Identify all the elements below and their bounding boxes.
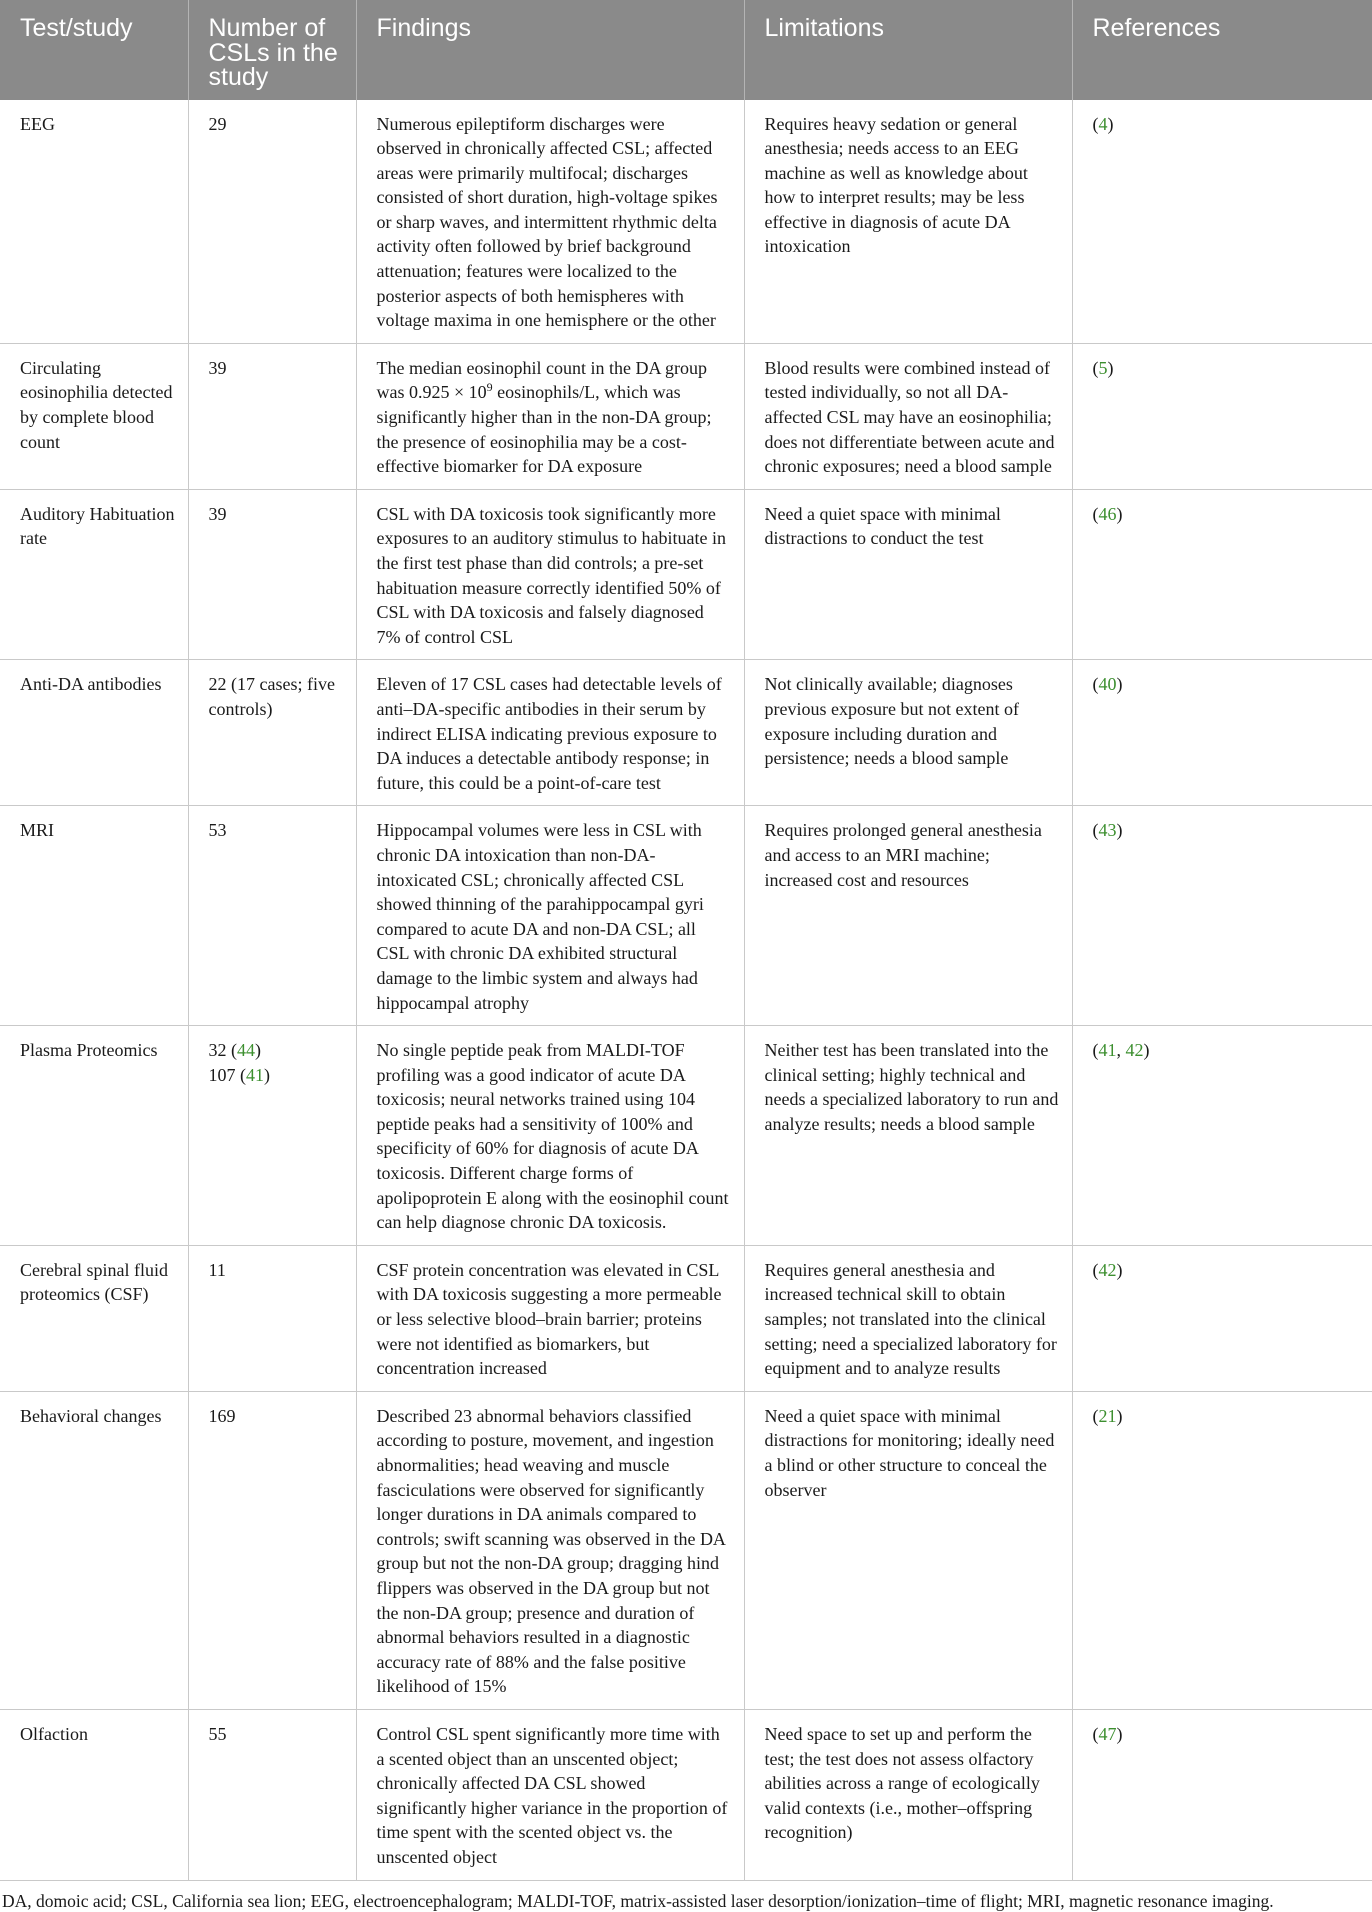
cell-limitations: Requires general anesthesia and increased technical skill to obtain samples; not translated into the clinical setting; need a specialized laboratory for equipment and to analyze results (744, 1245, 1072, 1391)
cell-test: Anti-DA antibodies (0, 660, 188, 806)
table-row (0, 1709, 1372, 1880)
cell-test: Auditory Habituation rate (0, 489, 188, 660)
findings-text: No single peptide peak from MALDI-TOF profiling was a good indicator of acute DA toxicosis; neural networks trained using 104 peptide peaks had a sensitivity of 100% and specificity of 60% for diagnosis of acute DA toxicosis. Different charge forms of apolipoprotein E along with the eosinophil count can help diagnose chronic DA toxicosis. (376, 1040, 729, 1233)
findings-text: CSF protein concentration was elevated in CSL with DA toxicosis suggesting a more permeable or less selective blood–brain barrier; proteins were not identified as biomarkers, but concentration increased (376, 1259, 722, 1379)
number-text: 32 ( (208, 1040, 237, 1061)
reference-link[interactable]: 4 (1098, 113, 1108, 134)
cell-limitations: Not clinically available; diagnoses previous exposure but not extent of exposure including duration and persistence; needs a blood sample (744, 660, 1072, 806)
cell-references (1072, 806, 1372, 1026)
cell-findings (356, 1709, 744, 1880)
number-text: 39 (208, 357, 227, 378)
number-line (209, 1063, 344, 1088)
table-body (0, 100, 1372, 1881)
ref-paren: ) (1107, 357, 1114, 378)
findings-text: Numerous epileptiform discharges were observed in chronically affected CSL; affected areas were primarily multifocal; discharges consisted of short duration, high-voltage spikes or sharp waves, and intermittent rhythmic delta activity often followed by brief background attenuation; features were localized to the posterior aspects of both hemispheres with voltage maxima in one hemisphere or the other (376, 113, 718, 331)
number-text: ) (264, 1064, 270, 1085)
reference-link[interactable]: 40 (1098, 674, 1117, 695)
cell-test: MRI (0, 806, 188, 1026)
cell-references (1072, 1391, 1372, 1709)
findings-text: Eleven of 17 CSL cases had detectable levels of anti–DA-specific antibodies in their serum by indirect ELISA indicating previous exposure to DA induces a detectable antibody response; in future, this could be a point-of-care test (376, 674, 722, 793)
cell-test: Olfaction (0, 1709, 188, 1880)
cell-number (188, 100, 356, 344)
ref-paren: ( (1092, 820, 1099, 841)
number-text: 107 ( (208, 1064, 246, 1085)
header-limitations: Limitations (744, 0, 1072, 100)
cell-limitations: Requires heavy sedation or general anesthesia; needs access to an EEG machine as well as knowledge about how to interpret results; may be less effective in diagnosis of acute DA intoxication (744, 100, 1072, 344)
table-row (0, 806, 1372, 1026)
cell-limitations: Need space to set up and perform the test; the test does not assess olfactory abilities across a range of ecologically valid contexts (i.e., mother–offspring recognition) (744, 1709, 1072, 1880)
number-text: 29 (208, 113, 227, 134)
cell-findings (356, 343, 744, 489)
cell-references (1072, 660, 1372, 806)
ref-paren: ) (1116, 674, 1123, 695)
ref-paren: ) (1143, 1040, 1150, 1061)
cell-findings (356, 100, 744, 344)
cell-number (188, 1709, 356, 1880)
ref-separator: , (1116, 1040, 1126, 1061)
cell-number (188, 489, 356, 660)
cell-references (1072, 343, 1372, 489)
cell-test: Circulating eosinophilia detected by complete blood count (0, 343, 188, 489)
number-text: ) (255, 1040, 261, 1061)
table-row (0, 343, 1372, 489)
table-row (0, 1245, 1372, 1391)
table-row (0, 489, 1372, 660)
ref-paren: ( (1092, 674, 1099, 695)
ref-paren: ( (1092, 1723, 1099, 1744)
findings-text: Hippocampal volumes were less in CSL with chronic DA intoxication than non-DA-intoxicated CSL; chronically affected CSL showed thinning of the parahippocampal gyri compared to acute DA and non-DA CSL; all CSL with chronic DA exhibited structural damage to the limbic system and always had hippocampal atrophy (376, 820, 704, 1013)
cell-findings (356, 806, 744, 1026)
findings-text: The median eosinophil count in the DA group was 0.925 × 10 (376, 357, 707, 403)
cell-test: Plasma Proteomics (0, 1026, 188, 1246)
reference-link[interactable]: 46 (1098, 503, 1117, 524)
findings-superscript: 9 (486, 380, 493, 395)
cell-number (188, 1026, 356, 1246)
ref-paren: ( (1092, 1259, 1099, 1280)
number-text: 169 (208, 1405, 236, 1426)
number-text: 22 (17 cases; five controls) (208, 674, 335, 719)
cell-limitations: Need a quiet space with minimal distractions for monitoring; ideally need a blind or other structure to conceal the observer (744, 1391, 1072, 1709)
cell-findings (356, 660, 744, 806)
cell-references (1072, 1245, 1372, 1391)
cell-limitations: Blood results were combined instead of tested individually, so not all DA-affected CSL may have an eosinophilia; does not differentiate between acute and chronic exposures; need a blood sample (744, 343, 1072, 489)
reference-link[interactable]: 47 (1098, 1723, 1117, 1744)
cell-references (1072, 1709, 1372, 1880)
cell-test: Behavioral changes (0, 1391, 188, 1709)
ref-paren: ) (1116, 1405, 1123, 1426)
cell-findings (356, 1391, 744, 1709)
header-test: Test/study (0, 0, 188, 100)
cell-test: EEG (0, 100, 188, 344)
cell-findings (356, 1245, 744, 1391)
findings-text: eosinophils/L, which was significantly higher than in the non-DA group; the presence of eosinophilia may be a cost-effective biomarker for DA exposure (376, 382, 712, 477)
ref-paren: ) (1116, 1259, 1123, 1280)
header-number: Number of CSLs in the study (188, 0, 356, 100)
cell-references (1072, 1026, 1372, 1246)
cell-number (188, 660, 356, 806)
cell-references (1072, 489, 1372, 660)
table-row (0, 1391, 1372, 1709)
cell-number (188, 1391, 356, 1709)
findings-text: Described 23 abnormal behaviors classified according to posture, movement, and ingestion abnormalities; head weaving and muscle fasciculations were observed for significantly longer durations in DA animals compared to controls; swift scanning was observed in the DA group but not the non-DA group; dragging hind flippers was observed in the DA group but not the non-DA group; presence and duration of abnormal behaviors resulted in a diagnostic accuracy rate of 88% and the false positive likelihood of 15% (376, 1405, 725, 1697)
header-references: References (1072, 0, 1372, 100)
number-text: 39 (208, 503, 227, 524)
cell-limitations: Neither test has been translated into the clinical setting; highly technical and needs a specialized laboratory to run and analyze results; needs a blood sample (744, 1026, 1072, 1246)
table-row (0, 660, 1372, 806)
reference-link[interactable]: 42 (1125, 1040, 1144, 1061)
number-text: 53 (208, 820, 227, 841)
header-findings: Findings (356, 0, 744, 100)
cell-limitations: Requires prolonged general anesthesia and access to an MRI machine; increased cost and resources (744, 806, 1072, 1026)
number-text: 55 (208, 1723, 227, 1744)
number-ref-link[interactable]: 41 (246, 1064, 264, 1085)
ref-paren: ) (1116, 820, 1123, 841)
findings-text: Control CSL spent significantly more time with a scented object than an unscented object; chronically affected DA CSL showed significantly higher variance in the proportion of time spent with the scented object vs. the unscented object (376, 1723, 728, 1867)
ref-paren: ( (1092, 1040, 1099, 1061)
ref-paren: ( (1092, 357, 1099, 378)
findings-text: CSL with DA toxicosis took significantly more exposures to an auditory stimulus to habituate in the first test phase than did controls; a pre-set habituation measure correctly identified 50% of CSL with DA toxicosis and falsely diagnosed 7% of control CSL (376, 503, 726, 647)
number-ref-link[interactable]: 44 (237, 1040, 255, 1061)
table-row (0, 1026, 1372, 1246)
reference-link[interactable]: 41 (1098, 1040, 1117, 1061)
cell-number (188, 343, 356, 489)
ref-paren: ( (1092, 113, 1099, 134)
cell-number (188, 806, 356, 1026)
ref-paren: ) (1116, 1723, 1123, 1744)
ref-paren: ( (1092, 503, 1099, 524)
reference-link[interactable]: 5 (1098, 357, 1108, 378)
header-row (0, 0, 1372, 100)
ref-paren: ( (1092, 1405, 1099, 1426)
cell-number (188, 1245, 356, 1391)
number-line (209, 1038, 344, 1063)
number-text: 11 (208, 1259, 226, 1280)
cell-limitations: Need a quiet space with minimal distractions to conduct the test (744, 489, 1072, 660)
table-row (0, 100, 1372, 344)
cell-findings (356, 1026, 744, 1246)
reference-link[interactable]: 21 (1098, 1405, 1117, 1426)
cell-test: Cerebral spinal fluid proteomics (CSF) (0, 1245, 188, 1391)
reference-link[interactable]: 43 (1098, 820, 1117, 841)
reference-link[interactable]: 42 (1098, 1259, 1117, 1280)
ref-paren: ) (1116, 503, 1123, 524)
cell-references (1072, 100, 1372, 344)
ref-paren: ) (1107, 113, 1114, 134)
table-footnote: DA, domoic acid; CSL, California sea lion; EEG, electroencephalogram; MALDI-TOF, matrix-assisted laser desorption/ionization–time of flight; MRI, magnetic resonance imaging. (2, 1890, 1274, 1911)
cell-findings (356, 489, 744, 660)
